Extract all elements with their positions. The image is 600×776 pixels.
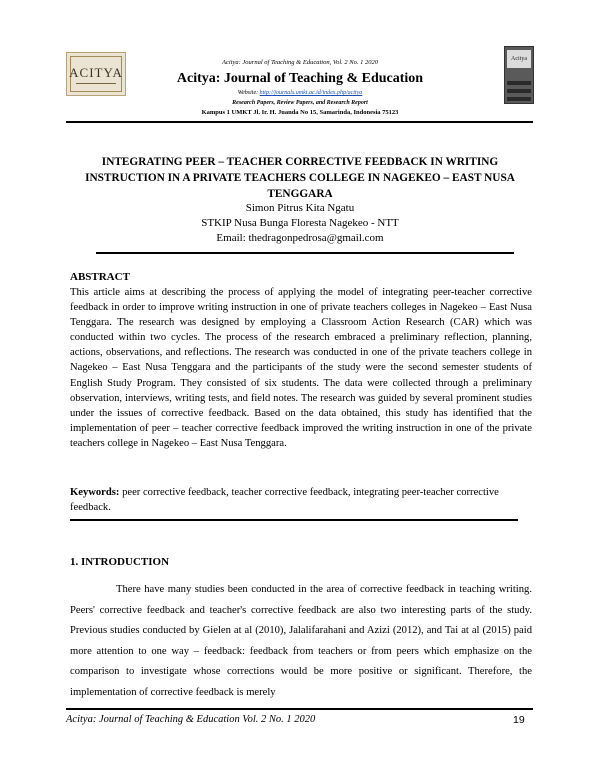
article-email: Email: thedragonpedrosa@gmail.com bbox=[216, 232, 384, 244]
abstract-body: This article aims at describing the process of applying the model of integrating peer-teacher corrective feedback in order to improve writing instruction in one of private teachers colleges in Nagekeo – East Nusa Tenggara. The research was designed by employing a Classroom Action Research (CAR) which was conducted within two cycles. The process of the research embraced a preliminary reflection, planning, actions, observations, and reflections. The research was conducted in one of the private teachers college in Nagekeo – East Nusa Tenggara and the participants of the study were the second semester students of English Study Program. They consisted of six students. The data were collected through a preliminary observation, interviews, writing tests, and field notes. The research was guided by several prominent studies under the issues of corrective feedback. Based on the data obtained, this study has identified that the implementation of peer – teacher corrective feedback improved the writing instruction in one of the private teachers college in Nagekeo – East Nusa Tenggara. bbox=[70, 287, 532, 449]
website-link[interactable]: http://journals.umkt.ac.id/index.php/acitya bbox=[259, 90, 363, 96]
footer-divider bbox=[66, 708, 533, 710]
journal-title: Acitya: Journal of Teaching & Education bbox=[176, 71, 424, 86]
keywords bbox=[70, 485, 500, 515]
journal-cover-thumbnail bbox=[504, 46, 534, 104]
journal-paper-types: Research Papers, Review Papers, and Research Report bbox=[232, 100, 368, 106]
article-title: INTEGRATING PEER – TEACHER CORRECTIVE FEEDBACK IN WRITING INSTRUCTION IN A PRIVATE TEACHERS COLLEGE IN NAGEKEO – EAST NUSA TENGGARA bbox=[85, 156, 515, 200]
cover-label: Acitya bbox=[507, 50, 531, 68]
journal-logo bbox=[66, 52, 126, 96]
keywords-label: Keywords: bbox=[70, 487, 120, 498]
keywords-divider bbox=[70, 519, 518, 521]
journal-website bbox=[160, 90, 440, 96]
keywords-text: peer corrective feedback, teacher corrective feedback, integrating peer-teacher corrective feedback. bbox=[70, 487, 499, 513]
abstract-heading: ABSTRACT bbox=[70, 271, 130, 283]
website-label: Website: bbox=[237, 90, 260, 96]
article-affiliation: STKIP Nusa Bunga Floresta Nagekeo - NTT bbox=[201, 217, 399, 229]
introduction-body: There have many studies been conducted in the area of corrective feedback in teaching writing. Peers' corrective feedback and teacher's corrective feedback are also two interesting parts of the study. Previous studies conducted by Gielen at al (2010), Jalalifarahani and Azizi (2012), and Tai at al (2015) paid more attention to one way – feedback: feedback from teachers or from peers which emphasize on the comparison to investigate whose corrections would be more positive or significant. Therefore, the implementation of corrective feedback is merely bbox=[70, 584, 532, 698]
article-author: Simon Pitrus Kita Ngatu bbox=[245, 202, 355, 214]
page-number: 19 bbox=[513, 714, 525, 726]
journal-address: Kampus 1 UMKT Jl. Ir. H. Juanda No 15, Samarinda, Indonesia 75123 bbox=[201, 109, 399, 116]
logo-text: ACITYA bbox=[69, 64, 123, 80]
journal-issue-line: Acitya: Journal of Teaching & Education, Vol. 2 No. 1 2020 bbox=[222, 59, 378, 66]
header-divider bbox=[66, 121, 533, 123]
title-divider bbox=[96, 252, 514, 254]
footer-journal: Acitya: Journal of Teaching & Education Vol. 2 No. 1 2020 bbox=[66, 714, 316, 725]
section-heading-introduction: 1. INTRODUCTION bbox=[70, 556, 170, 568]
